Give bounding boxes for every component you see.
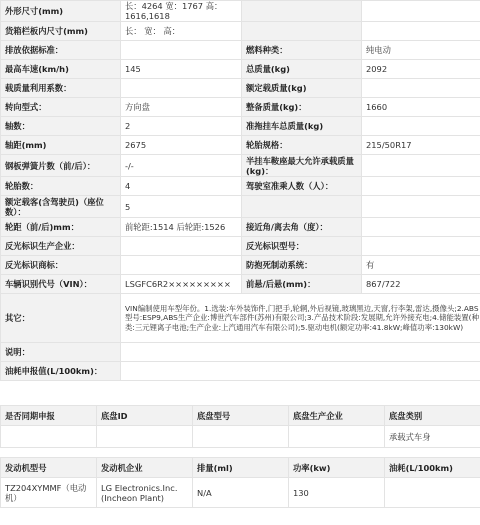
param-row (1, 136, 480, 155)
param-label: 前悬/后悬(mm)： (242, 275, 362, 294)
param-value: 4 (121, 177, 242, 196)
param-value (362, 22, 480, 41)
engine-table (0, 457, 480, 508)
param-row (1, 237, 480, 256)
chassis-data-row (1, 426, 480, 448)
param-row (1, 79, 480, 98)
engine-cell-fuel (385, 478, 480, 508)
param-row (1, 196, 480, 218)
param-row (1, 1, 480, 22)
param-value: 长：4264 宽：1767 高：1616,1618 (121, 1, 242, 22)
chassis-cell-id (97, 426, 193, 448)
param-value-other (121, 294, 480, 343)
param-value (121, 256, 242, 275)
param-label: 反光标识生产企业： (1, 237, 121, 256)
engine-cell-model: TZ204XYMMF（电动机） (1, 478, 97, 508)
param-value: 方向盘 (121, 98, 242, 117)
param-row (1, 256, 480, 275)
param-value: 2092 (362, 60, 480, 79)
chassis-cell-model (193, 426, 289, 448)
other-notes-text: VIN编制使用车型年份。1.选装:车外装饰件,门把手,轮辋,外后视镜,玻璃黑边,天窗,行李架,雷达,摄像头;2.ABS型号:ESP9,ABS生产企业:博世汽车部件(苏州)有限公司;3.产品技术阶段:发展期,允许外接充电;4.储能装置(种类:三元锂离子电池;生产企业:上汽通用汽车有限公司);5.驱动电机(额定功率:41.8kW;峰值功率:130kW) (125, 303, 479, 332)
param-value: 前轮距:1514 后轮距:1526 (121, 218, 242, 237)
param-value (362, 117, 480, 136)
param-label: 准拖挂车总质量(kg) (242, 117, 362, 136)
param-label: 反光标识型号： (242, 237, 362, 256)
param-value (362, 79, 480, 98)
param-value (362, 237, 480, 256)
engine-header-fuel: 油耗(L/100km) (385, 458, 480, 478)
param-value: 1660 (362, 98, 480, 117)
param-value: 215/50R17 (362, 136, 480, 155)
param-value (121, 237, 242, 256)
param-value: 2675 (121, 136, 242, 155)
param-row (1, 22, 480, 41)
param-value: -/- (121, 155, 242, 177)
param-label-fuel: 油耗申报值(L/100km)： (1, 362, 121, 381)
param-label: 外形尺寸(mm) (1, 1, 121, 22)
param-label: 接近角/离去角（度）： (242, 218, 362, 237)
param-row (1, 98, 480, 117)
param-label (242, 196, 362, 218)
param-value: LSGFC6R2××××××××× (121, 275, 242, 294)
param-value: 长： 宽： 高： (121, 22, 242, 41)
chassis-table (0, 405, 480, 448)
param-label: 半挂车鞍座最大允许承载质量(kg)： (242, 155, 362, 177)
param-value: 5 (121, 196, 242, 218)
param-label: 轮胎数： (1, 177, 121, 196)
param-label: 防抱死制动系统： (242, 256, 362, 275)
chassis-header-model: 底盘型号 (193, 406, 289, 426)
param-label (242, 22, 362, 41)
param-value: 145 (121, 60, 242, 79)
engine-cell-power: 130 (289, 478, 385, 508)
chassis-header-id: 底盘ID (97, 406, 193, 426)
param-label-other: 其它： (1, 294, 121, 343)
param-label: 排放依据标准： (1, 41, 121, 60)
chassis-header-sync: 是否同期申报 (1, 406, 97, 426)
param-row-other (1, 294, 480, 343)
param-row (1, 177, 480, 196)
section-gap (0, 394, 480, 405)
engine-header-power: 功率(kw) (289, 458, 385, 478)
engine-cell-maker: LG Electronics.Inc.(Incheon Plant) (97, 478, 193, 508)
param-row (1, 218, 480, 237)
chassis-header-row (1, 406, 480, 426)
param-row-fuel (1, 362, 480, 381)
param-value (362, 1, 480, 22)
param-label: 额定载质量(kg) (242, 79, 362, 98)
param-label: 车辆识别代号（VIN）： (1, 275, 121, 294)
chassis-cell-maker (289, 426, 385, 448)
param-label: 货箱栏板内尺寸(mm) (1, 22, 121, 41)
param-label: 轴距(mm) (1, 136, 121, 155)
param-label: 转向型式： (1, 98, 121, 117)
param-label (242, 1, 362, 22)
param-row (1, 275, 480, 294)
param-value: 2 (121, 117, 242, 136)
param-value-fuel (121, 362, 480, 381)
param-label: 驾驶室准乘人数（人）： (242, 177, 362, 196)
engine-header-row (1, 458, 480, 478)
param-value (362, 155, 480, 177)
param-row (1, 41, 480, 60)
param-label: 总质量(kg) (242, 60, 362, 79)
param-label: 最高车速(km/h) (1, 60, 121, 79)
engine-cell-displacement: N/A (193, 478, 289, 508)
engine-header-model: 发动机型号 (1, 458, 97, 478)
param-label: 整备质量(kg)： (242, 98, 362, 117)
engine-header-maker: 发动机企业 (97, 458, 193, 478)
param-value (362, 196, 480, 218)
engine-header-displacement: 排量(ml) (193, 458, 289, 478)
param-label-remark: 说明： (1, 343, 121, 362)
param-label: 轮距（前/后)mm： (1, 218, 121, 237)
param-label: 额定载客(含驾驶员)（座位数）： (1, 196, 121, 218)
param-label: 反光标识商标： (1, 256, 121, 275)
param-row (1, 117, 480, 136)
param-value: 纯电动 (362, 41, 480, 60)
chassis-cell-sync (1, 426, 97, 448)
param-label: 载质量利用系数： (1, 79, 121, 98)
param-value: 有 (362, 256, 480, 275)
param-value (362, 218, 480, 237)
chassis-cell-type: 承载式车身 (385, 426, 480, 448)
param-label: 钢板弹簧片数（前/后）： (1, 155, 121, 177)
param-value-remark (121, 343, 480, 362)
param-label: 轮胎规格： (242, 136, 362, 155)
param-label: 燃料种类： (242, 41, 362, 60)
param-row (1, 155, 480, 177)
chassis-header-type: 底盘类别 (385, 406, 480, 426)
param-label: 轴数： (1, 117, 121, 136)
param-row (1, 60, 480, 79)
param-row-remark (1, 343, 480, 362)
param-value (121, 79, 242, 98)
chassis-header-maker: 底盘生产企业 (289, 406, 385, 426)
param-value (362, 177, 480, 196)
param-value: 867/722 (362, 275, 480, 294)
engine-data-row (1, 478, 480, 508)
param-value (121, 41, 242, 60)
